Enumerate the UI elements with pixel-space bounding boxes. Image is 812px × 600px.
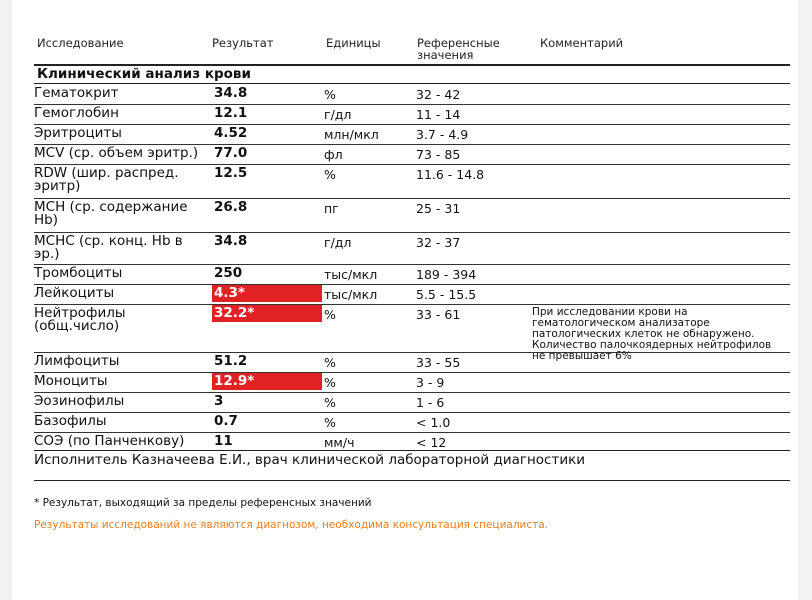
row-reference: 189 - 394: [416, 267, 477, 282]
row-result: 4.3*: [212, 285, 322, 302]
row-result: 34.8: [214, 85, 248, 101]
row-units: %: [324, 307, 336, 322]
row-reference: 32 - 37: [416, 235, 461, 250]
header-reference-line1: Референсные: [417, 36, 500, 50]
row-result: 12.1: [214, 105, 248, 121]
row-units: тыс/мкл: [324, 287, 378, 302]
table-row: [34, 84, 790, 105]
row-reference: 5.5 - 15.5: [416, 287, 477, 302]
row-result: 12.9*: [212, 373, 322, 390]
report-sheet: [12, 0, 798, 600]
row-reference: 3.7 - 4.9: [416, 127, 469, 142]
row-units: %: [324, 395, 336, 410]
row-units: г/дл: [324, 107, 352, 122]
row-units: г/дл: [324, 235, 352, 250]
row-test-name: Моноциты: [34, 373, 108, 389]
row-result: 3: [214, 393, 224, 409]
header-reference-line2: значения: [417, 48, 474, 62]
row-test-name: СОЭ (по Панченкову): [34, 433, 185, 449]
table-row: [34, 124, 790, 145]
row-test-name: Лейкоциты: [34, 285, 115, 301]
row-test-name: Эритроциты: [34, 125, 122, 141]
row-test-name: Гемоглобин: [34, 105, 119, 121]
table-row: [34, 284, 790, 305]
row-reference: 33 - 61: [416, 307, 461, 322]
row-units: фл: [324, 147, 343, 162]
row-test-name: Тромбоциты: [34, 265, 123, 281]
row-result: 11: [214, 433, 233, 449]
row-units: %: [324, 355, 336, 370]
table-row: [34, 412, 790, 433]
row-reference: 32 - 42: [416, 87, 461, 102]
row-result: 77.0: [214, 145, 248, 161]
header-comment: Комментарий: [540, 36, 624, 50]
row-test-name: MCHC (ср. конц. Hb в эр.): [34, 233, 183, 262]
table-row: [34, 232, 790, 265]
row-reference: < 1.0: [416, 415, 451, 430]
row-result: 250: [214, 265, 243, 281]
performer-divider: [34, 480, 790, 481]
row-result: 51.2: [214, 353, 248, 369]
row-comment: При исследовании крови на гематологическом анализаторе патологических клеток не обнаружено. Количество палочкоядерных нейтрофилов не превышает 6%: [532, 306, 772, 362]
header-reference: [417, 37, 500, 61]
row-reference: 3 - 9: [416, 375, 445, 390]
header-study: Исследование: [37, 36, 124, 50]
table-row: [34, 432, 790, 451]
row-reference: 25 - 31: [416, 201, 461, 216]
row-units: тыс/мкл: [324, 267, 378, 282]
row-test-name: Базофилы: [34, 413, 107, 429]
table-row: [34, 164, 790, 199]
row-units: %: [324, 167, 336, 182]
footnote: * Результат, выходящий за пределы референсных значений: [34, 497, 372, 509]
row-reference: < 12: [416, 435, 447, 450]
row-test-name: Лимфоциты: [34, 353, 120, 369]
row-result: 26.8: [214, 199, 248, 215]
row-reference: 33 - 55: [416, 355, 461, 370]
row-reference: 1 - 6: [416, 395, 445, 410]
row-test-name: MCH (ср. содержание Hb): [34, 199, 188, 228]
row-test-name: MCV (ср. объем эритр.): [34, 145, 199, 161]
table-row: [34, 104, 790, 125]
row-result: 4.52: [214, 125, 248, 141]
row-test-name: Нейтрофилы (общ.число): [34, 305, 126, 334]
table-row: [34, 392, 790, 413]
row-reference: 11 - 14: [416, 107, 461, 122]
row-units: %: [324, 375, 336, 390]
table-row: [34, 264, 790, 285]
row-result: 32.2*: [212, 305, 322, 322]
row-reference: 11.6 - 14.8: [416, 167, 485, 182]
row-units: %: [324, 87, 336, 102]
row-result: 12.5: [214, 165, 248, 181]
header-result: Результат: [212, 36, 274, 50]
table-row: [34, 352, 790, 373]
header-units: Единицы: [326, 36, 381, 50]
table-row: [34, 144, 790, 165]
disclaimer: Результаты исследований не являются диагнозом, необходима консультация специалиста.: [34, 519, 549, 531]
table-row: [34, 372, 790, 393]
row-test-name: RDW (шир. распред. эритр): [34, 165, 179, 194]
table-row: [34, 198, 790, 233]
row-units: %: [324, 415, 336, 430]
row-units: мм/ч: [324, 435, 355, 450]
table-bottom-divider: [34, 450, 790, 451]
row-reference: 73 - 85: [416, 147, 461, 162]
row-result: 34.8: [214, 233, 248, 249]
performer-line: Исполнитель Казначеева Е.И., врач клинической лабораторной диагностики: [34, 452, 586, 468]
row-units: млн/мкл: [324, 127, 379, 142]
section-title: Клинический анализ крови: [37, 66, 251, 82]
row-test-name: Гематокрит: [34, 85, 119, 101]
row-units: пг: [324, 201, 339, 216]
row-result: 0.7: [214, 413, 238, 429]
row-test-name: Эозинофилы: [34, 393, 125, 409]
